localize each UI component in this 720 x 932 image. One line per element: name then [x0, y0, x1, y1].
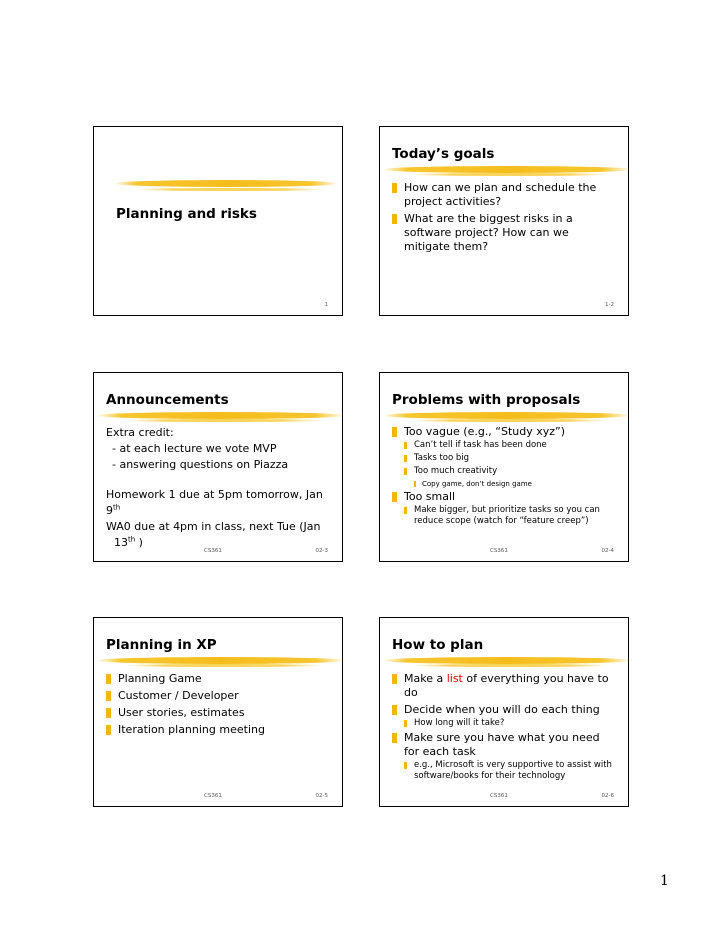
yellow-brush-stroke [382, 166, 632, 173]
slide-number: 1-2 [605, 302, 614, 308]
bullet-icon [106, 725, 111, 735]
yellow-brush-stroke-thin [410, 419, 610, 422]
slide-number: 02-5 [315, 793, 328, 799]
bullet-icon [404, 720, 407, 727]
bullet-item: Make sure you have what you need for each task [392, 731, 618, 759]
slide-title: How to plan [392, 637, 484, 653]
yellow-brush-stroke [114, 180, 339, 187]
yellow-brush-stroke-thin [124, 419, 324, 422]
slide-6 [379, 617, 629, 807]
bullet-item: Make a list of everything you have to do [392, 672, 618, 700]
sub-bullet-item: How long will it take? [392, 718, 618, 729]
bullet-icon [106, 674, 111, 684]
slide-number: 02-6 [601, 793, 614, 799]
slide-title: Planning in XP [106, 637, 217, 653]
bullet-item: Too small [392, 490, 618, 504]
text-line: Homework 1 due at 5pm tomorrow, Jan 9th [106, 488, 323, 517]
sub-bullet-item: Too much creativity [392, 466, 618, 477]
text-line: 13th ) [114, 535, 143, 549]
text-line: Extra credit: [106, 426, 174, 439]
slide-number: 1 [324, 302, 328, 308]
bullet-icon [392, 674, 397, 684]
highlight-word: list [446, 672, 463, 685]
bullet-item: Iteration planning meeting [106, 723, 332, 737]
bullet-icon [106, 691, 111, 701]
text-line: - at each lecture we vote MVP [112, 442, 277, 455]
bullet-icon [392, 427, 397, 437]
slide-2 [379, 126, 629, 316]
sub-bullet-item: Can’t tell if task has been done [392, 440, 618, 451]
yellow-brush-stroke-thin [410, 173, 610, 176]
slide-number: 02-4 [601, 548, 614, 554]
text-line: WA0 due at 4pm in class, next Tue (Jan [106, 520, 321, 533]
slide-footer-course: CS361 [490, 548, 508, 554]
slide-3 [93, 372, 343, 562]
slide-footer-course: CS361 [204, 793, 222, 799]
bullet-icon [414, 481, 416, 487]
slide-body [392, 425, 618, 529]
slide-body [392, 181, 618, 257]
yellow-brush-stroke [96, 412, 346, 419]
bullet-icon [404, 468, 407, 475]
bullet-item: How can we plan and schedule the project activities? [392, 181, 618, 209]
slide-title: Announcements [106, 392, 229, 408]
slide-title: Problems with proposals [392, 392, 581, 408]
bullet-item: User stories, estimates [106, 706, 332, 720]
sub-bullet-item: Tasks too big [392, 453, 618, 464]
slide-title: Today’s goals [392, 146, 495, 162]
bullet-icon [392, 214, 397, 224]
yellow-brush-stroke [382, 657, 632, 664]
bullet-item: What are the biggest risks in a software project? How can we mitigate them? [392, 212, 618, 254]
bullet-item: Too vague (e.g., “Study xyz”) [392, 425, 618, 439]
slide-body [392, 672, 618, 784]
slide-footer-course: CS361 [490, 793, 508, 799]
yellow-brush-stroke-thin [124, 664, 324, 667]
sub-bullet-item: e.g., Microsoft is very supportive to assist with software/books for their technology [392, 760, 618, 782]
text-line: - answering questions on Piazza [112, 458, 289, 471]
yellow-brush-stroke-thin [134, 188, 324, 191]
bullet-icon [404, 455, 407, 462]
bullet-icon [392, 492, 397, 502]
bullet-icon [404, 762, 407, 769]
slide-1 [93, 126, 343, 316]
slide-number: 02-3 [315, 548, 328, 554]
yellow-brush-stroke [96, 657, 346, 664]
sub-sub-bullet-item: Copy game, don’t design game [392, 479, 618, 489]
page-number: 1 [660, 873, 669, 889]
yellow-brush-stroke [382, 412, 632, 419]
bullet-icon [106, 708, 111, 718]
sub-bullet-item: Make bigger, but prioritize tasks so you can reduce scope (watch for “feature creep”) [392, 505, 618, 527]
bullet-icon [404, 442, 407, 449]
bullet-item: Decide when you will do each thing [392, 703, 618, 717]
slide-body [106, 672, 332, 740]
yellow-brush-stroke-thin [410, 664, 610, 667]
bullet-icon [392, 733, 397, 743]
bullet-icon [392, 705, 397, 715]
bullet-item: Customer / Developer [106, 689, 332, 703]
bullet-icon [392, 183, 397, 193]
bullet-icon [404, 507, 407, 514]
slide-body [106, 425, 332, 551]
slide-5 [93, 617, 343, 807]
slide-4 [379, 372, 629, 562]
slide-title: Planning and risks [116, 206, 257, 222]
bullet-item: Planning Game [106, 672, 332, 686]
slide-footer-course: CS361 [204, 548, 222, 554]
